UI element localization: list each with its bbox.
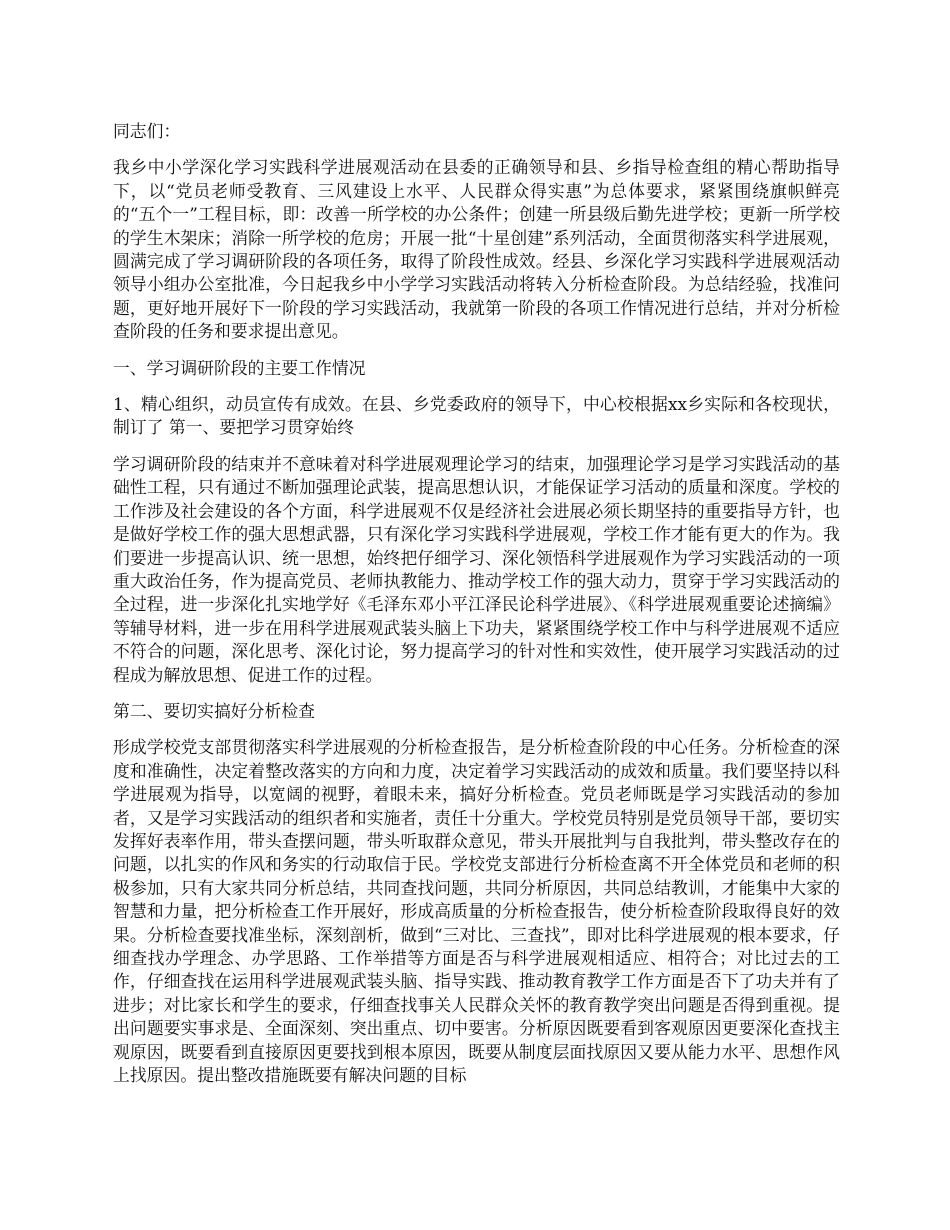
section-heading-1: 一、学习调研阶段的主要工作情况: [113, 357, 366, 378]
paragraph-analysis: 形成学校党支部贯彻落实科学进展观的分析检查报告，是分析检查阶段的中心任务。分析检查的深度和准确性，决定着整改落实的方向和力度，决定着学习实践活动的成效和质量。我们要坚持以科学进展观为指导，以宽阔的视野，着眼未来，搞好分析检查。党员老师既是学习实践活动的参加者，又是学习实践活动的组织者和实施者，责任十分重大。学校党员特别是党员领导干部，要切实发挥好表率作用，带头查摆问题，带头听取群众意见，带头开展批判与自我批判，带头整改存在的问题，以扎实的作风和务实的行动取信于民。学校党支部进行分析检查离不开全体党员和老师的积极参加，只有大家共同分析总结，共同查找问题，共同分析原因，共同总结教训，才能集中大家的智慧和力量，把分析检查工作开展好，形成高质量的分析检查报告，使分析检查阶段取得良好的效果。分析检查要找准坐标，深刻剖析，做到“三对比、三查找”，即对比科学进展观的根本要求，仔细查找办学理念、办学思路、工作举措等方面是否与科学进展观相适应、相符合；对比过去的工作，仔细查找在运用科学进展观武装头脑、指导实践、推动教育教学工作方面是否下了功夫并有了进步；对比家长和学生的要求，仔细查找事关人民群众关怀的教育教学突出问题是否得到重视。提出问题要实事求是、全面深刻、突出重点、切中要害。分析原因既要看到客观原因更要深化查找主观原因，既要看到直接原因更要找到根本原因，既要从制度层面找原因又要从能力水平、思想作风上找原因。提出整改措施既要有解决问题的目标: [113, 737, 840, 1086]
paragraph-study: 学习调研阶段的结束并不意味着对科学进展观理论学习的结束，加强理论学习是学习实践活动的基础性工程，只有通过不断加强理论武装，提高思想认识，才能保证学习活动的质量和深度。学校的工作涉及社会建设的各个方面，科学进展观不仅是经济社会进展必须长期坚持的重要指导方针，也是做好学校工作的强大思想武器，只有深化学习实践科学进展观，学校工作才能有更大的作为。我们要进一步提高认识、统一思想，始终把仔细学习、深化领悟科学进展观作为学习实践活动的一项重大政治任务，作为提高党员、老师执教能力、推动学校工作的强大动力，贯穿于学习实践活动的全过程，进一步深化扎实地学好《毛泽东邓小平江泽民论科学进展》、《科学进展观重要论述摘编》等辅导材料，进一步在用科学进展观武装头脑上下功夫，紧紧围绕学校工作中与科学进展观不适应不符合的问题，深化思考、深化讨论，努力提高学习的针对性和实效性，使开展学习实践活动的过程成为解放思想、促进工作的过程。: [113, 453, 840, 685]
section-heading-2: 第二、要切实搞好分析检查: [113, 700, 315, 721]
salutation: 同志们：: [113, 121, 181, 141]
document-body: [113, 120, 840, 1087]
paragraph-intro: 我乡中小学深化学习实践科学进展观活动在县委的正确领导和县、乡指导检查组的精心帮助指导下，以“党员老师受教育、三风建设上水平、人民群众得实惠”为总体要求，紧紧围绕旗帜鲜亮的“五个一”工程目标，即：改善一所学校的办公条件；创建一所县级后勤先进学校；更新一所学校的学生木架床；消除一所学校的危房；开展一批“十星创建”系列活动，全面贯彻落实科学进展观，圆满完成了学习调研阶段的各项任务，取得了阶段性成效。经县、乡深化学习实践科学进展观活动领导小组办公室批准，今日起我乡中小学学习实践活动将转入分析检查阶段。为总结经验，找准问题，更好地开展好下一阶段的学习实践活动，我就第一阶段的各项工作情况进行总结，并对分析检查阶段的任务和要求提出意见。: [113, 157, 840, 342]
paragraph-organization: 1、精心组织，动员宣传有成效。在县、乡党委政府的领导下，中心校根据xx乡实际和各校现状，制订了 第一、要把学习贯穿始终: [113, 394, 840, 438]
